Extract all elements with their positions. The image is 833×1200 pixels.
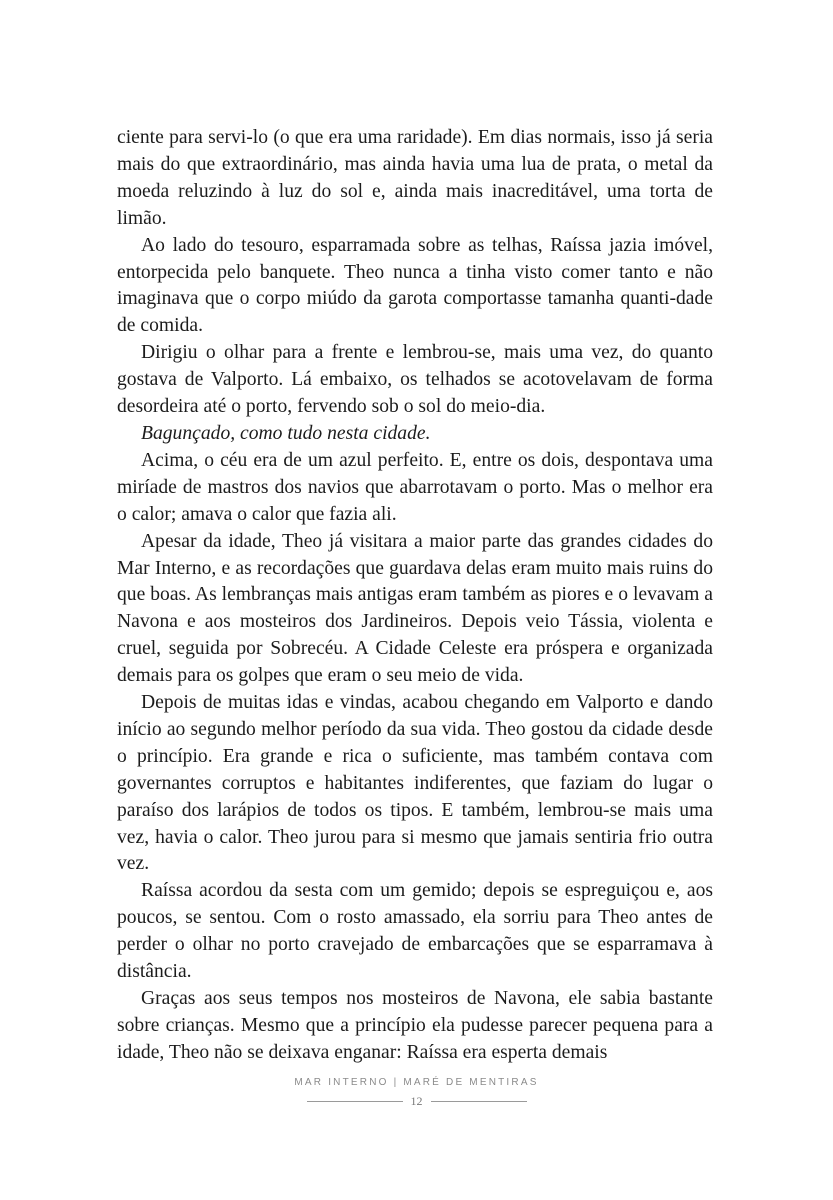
paragraph-7: Depois de muitas idas e vindas, acabou chegando em Valporto e dando início ao segundo melhor período da sua vida. Theo gostou da cidade desde o princípio. Era grande e rica o suficiente, mas também contava com governantes corruptos e habitantes indiferentes, que faziam do lugar o paraíso dos larápios de todos os tipos. E também, lembrou-se mais uma vez, havia o calor. Theo jurou para si mesmo que jamais sentiria frio outra vez. [117, 692, 713, 875]
paragraph-6: Apesar da idade, Theo já visitara a maior parte das grandes cidades do Mar Interno, e as recordações que guardava delas eram muito mais ruins do que boas. As lembranças mais antigas eram também as piores e o levavam a Navona e aos mosteiros dos Jardineiros. Depois veio Tássia, violenta e cruel, seguida por Sobrecéu. A Cidade Celeste era próspera e organizada demais para os golpes que eram o seu meio de vida. [117, 530, 713, 687]
paragraph-9: Graças aos seus tempos nos mosteiros de Navona, ele sabia bastante sobre crianças. Mesmo que a princípio ela pudesse parecer pequena para a idade, Theo não se deixava enganar: Raíssa era esperta demais [117, 988, 713, 1063]
paragraph-4-thought: Bagunçado, como tudo nesta cidade. [141, 422, 431, 444]
paragraph-2: Ao lado do tesouro, esparramada sobre as telhas, Raíssa jazia imóvel, entorpecida pelo banquete. Theo nunca a tinha visto comer tanto e não imaginava que o corpo miúdo da garota comportasse tamanha quanti-dade de comida. [117, 234, 713, 337]
running-head: MAR INTERNO | MARÉ DE MENTIRAS [294, 1077, 539, 1088]
folio-rule-right [431, 1101, 527, 1102]
paragraph-1: ciente para servi-lo (o que era uma raridade). Em dias normais, isso já seria mais do que extraordinário, mas ainda havia uma lua de prata, o metal da moeda reluzindo à luz do sol e, ainda mais inacreditável, uma torta de limão. [117, 127, 713, 229]
paragraph-8: Raíssa acordou da sesta com um gemido; depois se espreguiçou e, aos poucos, se sentou. Com o rosto amassado, ela sorriu para Theo antes de perder o olhar no porto cravejado de embarcações que se esparramava à distância. [117, 880, 713, 983]
paragraph-3: Dirigiu o olhar para a frente e lembrou-se, mais uma vez, do quanto gostava de Valporto. Lá embaixo, os telhados se acotovelavam de forma desordeira até o porto, fervendo sob o sol do meio-dia. [117, 342, 713, 418]
folio-row [0, 1094, 833, 1108]
body-text [117, 125, 713, 1067]
paragraph-5: Acima, o céu era de um azul perfeito. E, entre os dois, despontava uma miríade de mastros dos navios que abarrotavam o porto. Mas o melhor era o calor; amava o calor que fazia ali. [117, 449, 713, 525]
folio-rule-left [307, 1101, 403, 1102]
page-footer [0, 1076, 833, 1108]
page-number: 12 [410, 1094, 423, 1108]
